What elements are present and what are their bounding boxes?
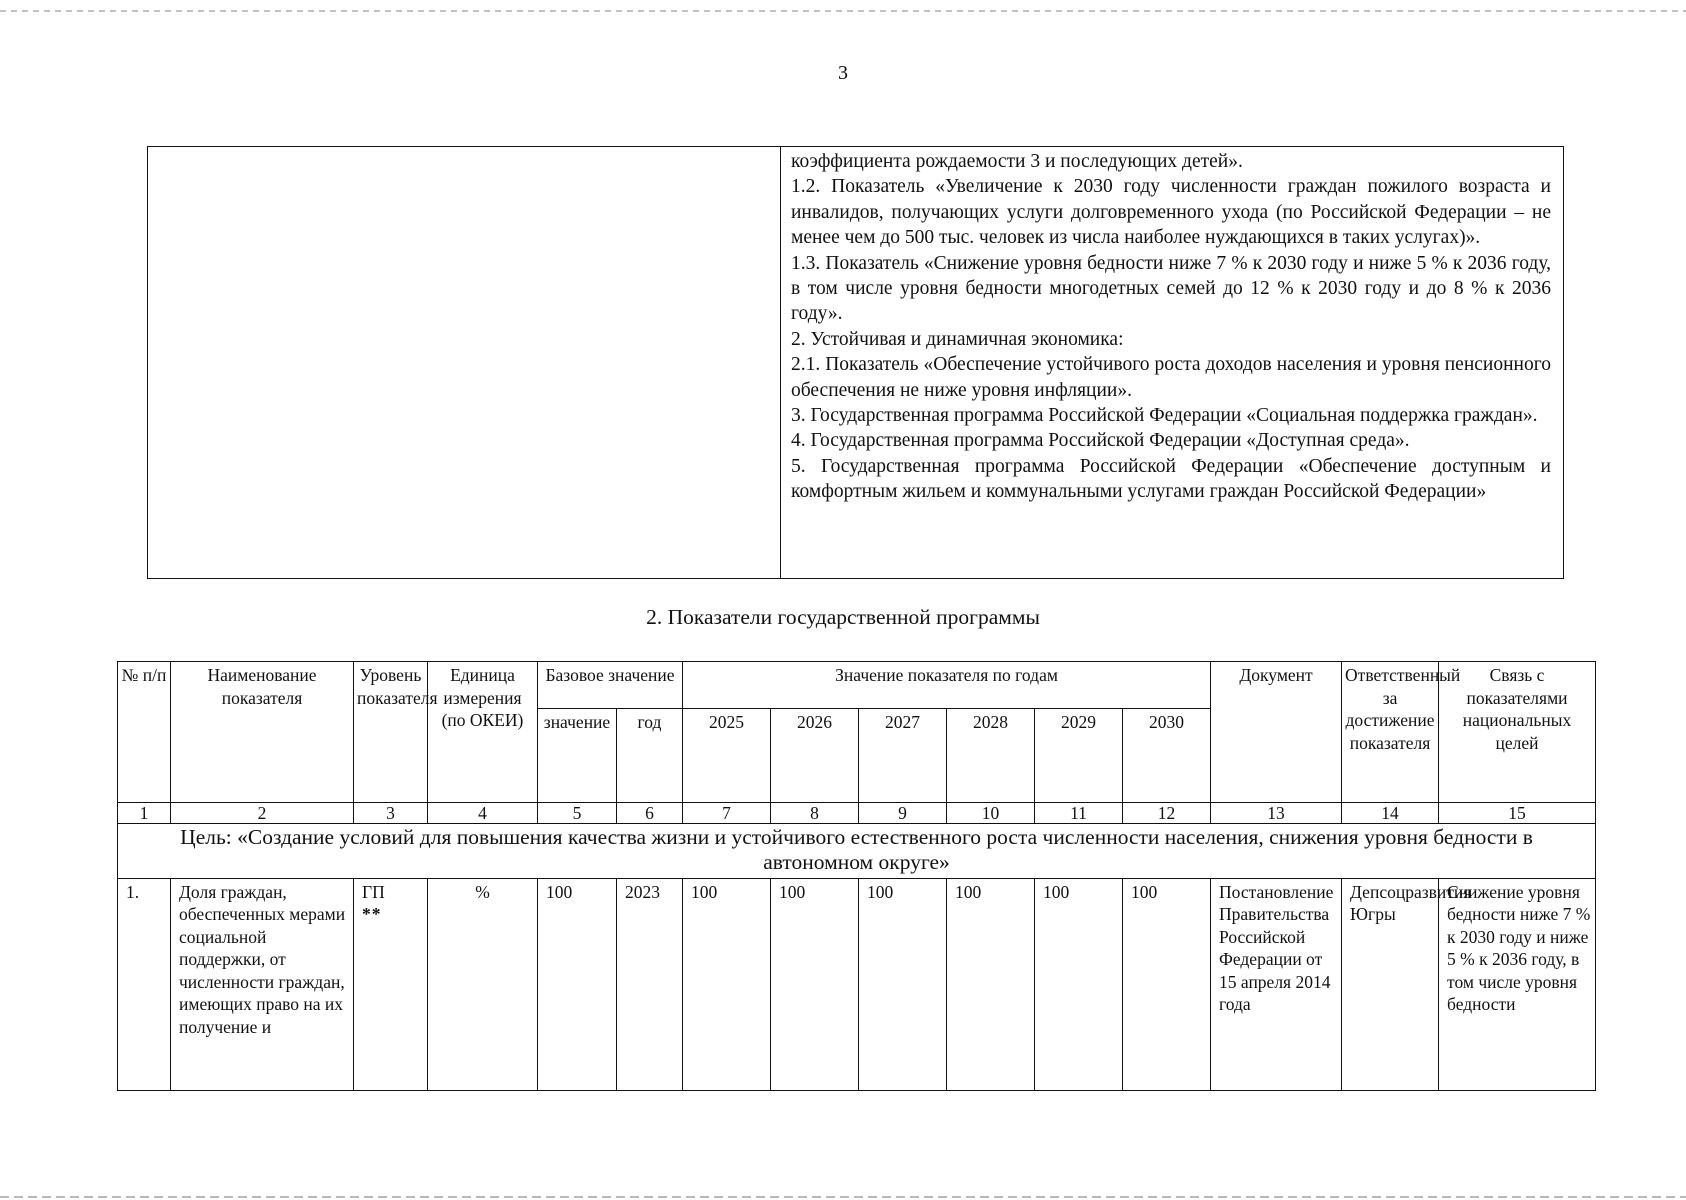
continuation-line: 2. Устойчивая и динамичная экономика: [791, 328, 1124, 350]
column-number: 2 [171, 802, 354, 823]
header-responsible: Ответственный за достижение показателя [1342, 662, 1439, 803]
header-year: 2027 [859, 709, 947, 802]
scan-edge-top [0, 10, 1686, 12]
column-number: 14 [1342, 802, 1439, 823]
column-divider [780, 147, 781, 578]
column-number: 1 [118, 802, 171, 823]
column-number: 12 [1123, 802, 1211, 823]
row-base-year: 2023 [617, 878, 683, 1090]
row-value-2026: 100 [771, 878, 859, 1090]
row-num: 1. [118, 878, 171, 1090]
row-document: Постановление Правительства Российской Федерации от 15 апреля 2014 года [1211, 878, 1342, 1090]
scan-edge-bottom [0, 1196, 1686, 1198]
column-number: 6 [617, 802, 683, 823]
header-unit: Единица измерения (по ОКЕИ) [428, 662, 538, 803]
continuation-line: 3. Государственная программа Российской Федерации «Социальная поддержка граждан». [791, 405, 1538, 427]
level-mark: ** [362, 904, 382, 925]
header-years-group: Значение показателя по годам [683, 662, 1211, 709]
header-base-value: значение [538, 709, 617, 802]
continuation-line: 4. Государственная программа Российской Федерации «Доступная среда». [791, 430, 1410, 452]
row-value-2025: 100 [683, 878, 771, 1090]
continuation-text [791, 149, 1551, 505]
row-responsible: Депсоцразвития Югры [1342, 878, 1439, 1090]
header-base: Базовое значение [538, 662, 683, 709]
level-value: ГП [362, 881, 385, 902]
continuation-line: 5. Государственная программа Российской Федерации «Обеспечение доступным и комфортным жильем и коммунальными услугами граждан Российской Федерации» [791, 455, 1551, 503]
row-level [354, 878, 428, 1090]
header-link: Связь с показателями национальных целей [1439, 662, 1596, 803]
row-value-2030: 100 [1123, 878, 1211, 1090]
header-base-year: год [617, 709, 683, 802]
row-link: Снижение уровня бедности ниже 7 % к 2030 году и ниже 5 % к 2036 году, в том числе уровня бедности [1439, 878, 1596, 1090]
column-number: 7 [683, 802, 771, 823]
row-value-2027: 100 [859, 878, 947, 1090]
page-number: 3 [838, 62, 848, 84]
column-number: 4 [428, 802, 538, 823]
column-number: 9 [859, 802, 947, 823]
header-year: 2025 [683, 709, 771, 802]
continuation-line: 1.3. Показатель «Снижение уровня бедности ниже 7 % к 2030 году и ниже 5 % к 2036 году, в том числе уровня бедности многодетных семей до 12 % к 2030 году и до 8 % к 2036 году». [791, 252, 1551, 325]
column-number: 8 [771, 802, 859, 823]
row-name: Доля граждан, обеспеченных мерами социальной поддержки, от численности граждан, имеющих право на их получение и [171, 878, 354, 1090]
header-document: Документ [1211, 662, 1342, 803]
row-base-value: 100 [538, 878, 617, 1090]
header-year: 2026 [771, 709, 859, 802]
table-row [118, 878, 1596, 1090]
column-number: 15 [1439, 802, 1596, 823]
row-value-2029: 100 [1035, 878, 1123, 1090]
header-year: 2030 [1123, 709, 1211, 802]
column-number: 13 [1211, 802, 1342, 823]
header-name: Наименование показателя [171, 662, 354, 803]
column-number: 5 [538, 802, 617, 823]
indicators-table [117, 661, 1596, 1091]
column-number: 11 [1035, 802, 1123, 823]
goal-row: Цель: «Создание условий для повышения качества жизни и устойчивого естественного роста численности населения, снижения уровня бедности в автономном округе» [118, 823, 1596, 878]
row-unit: % [428, 878, 538, 1090]
header-year: 2028 [947, 709, 1035, 802]
continuation-line: 1.2. Показатель «Увеличение к 2030 году численности граждан пожилого возраста и инвалидов, получающих услуги долговременного ухода (по Российской Федерации – не менее чем до 500 тыс. человек из числа наиболее нуждающихся в таких услугах)». [791, 176, 1551, 249]
header-year: 2029 [1035, 709, 1123, 802]
section-title: 2. Показатели государственной программы [646, 605, 1040, 629]
header-num: № п/п [118, 662, 171, 803]
header-level: Уровень показателя [354, 662, 428, 803]
continuation-line: коэффициента рождаемости 3 и последующих детей». [791, 151, 1243, 172]
column-number: 3 [354, 802, 428, 823]
row-value-2028: 100 [947, 878, 1035, 1090]
continuation-line: 2.1. Показатель «Обеспечение устойчивого роста доходов населения и уровня пенсионного обеспечения не ниже уровня инфляции». [791, 354, 1551, 401]
continuation-table [147, 146, 1564, 579]
column-number: 10 [947, 802, 1035, 823]
